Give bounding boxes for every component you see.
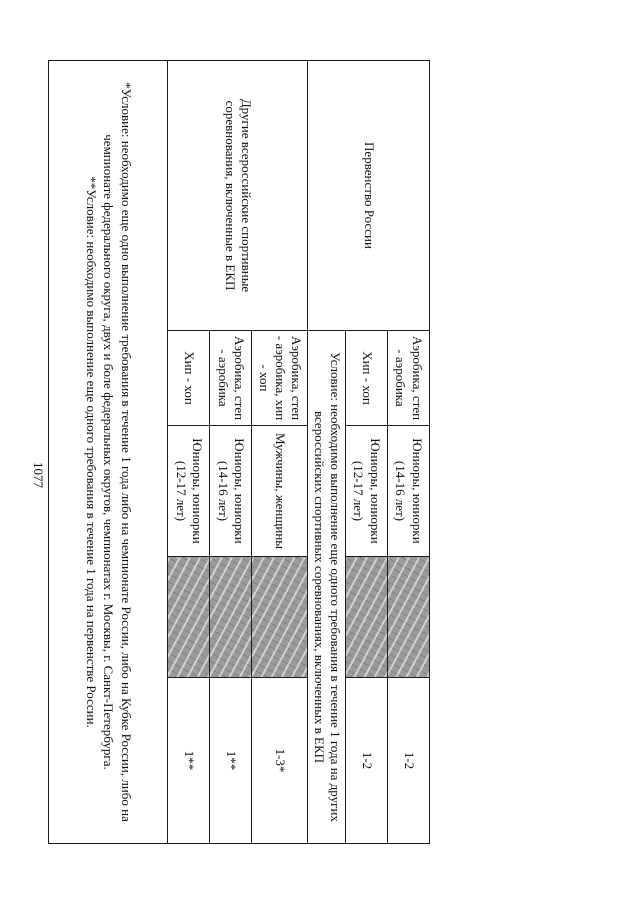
page-number: 1077	[31, 462, 46, 488]
discipline-cell: Аэробика, степ - аэробика	[210, 331, 252, 426]
footnote-star: *Условие: необходимо еще одно выполнение требования в течение 1 года либо на чемпионате России, либо на Кубке России, либо на чемпионате федерального округа, двух и боле федеральных округов, чемпионатах г. Москвы, г. Санкт-Петербурга.	[101, 82, 134, 822]
table-row	[252, 61, 308, 844]
table-row	[49, 61, 168, 844]
shaded-cell	[210, 557, 252, 678]
places-cell: 1-2	[346, 678, 388, 844]
condition-cell: Условие: необходимо выполнение еще одного требования в течение 1 года на других всероссийских спортивных соревнованиях, включенных в ЕКП	[308, 331, 346, 844]
places-cell: 1**	[210, 678, 252, 844]
age-group-cell: Мужчины, женщины	[252, 426, 308, 557]
competition-cell-other: Другие всероссийские спортивные соревнования, включенные в ЕКП	[168, 61, 308, 331]
discipline-cell: Хип - хоп	[346, 331, 388, 426]
competition-cell-russia: Первенство России	[308, 61, 430, 331]
places-cell: 1-3*	[252, 678, 308, 844]
footnotes-cell	[49, 61, 168, 844]
shaded-cell	[346, 557, 388, 678]
places-cell: 1**	[168, 678, 210, 844]
footnote-double-star: **Условие: необходимо выполнение еще одного требования в течение 1 года на первенстве России.	[83, 176, 99, 728]
shaded-cell	[388, 557, 430, 678]
age-group-cell: Юниоры, юниорки (14-16 лет)	[210, 426, 252, 557]
requirements-table	[49, 60, 431, 844]
discipline-cell: Хип - хоп	[168, 331, 210, 426]
shaded-cell	[168, 557, 210, 678]
rotated-table-sheet	[57, 60, 430, 843]
shaded-cell	[252, 557, 308, 678]
discipline-cell: Аэробика, степ - аэробика	[388, 331, 430, 426]
table-row	[388, 61, 430, 844]
discipline-cell: Аэробика, степ - аэробика, хип - хоп	[252, 331, 308, 426]
age-group-cell: Юниоры, юниорки (12-17 лет)	[168, 426, 210, 557]
age-group-cell: Юниоры, юниорки (14-16 лет)	[388, 426, 430, 557]
places-cell: 1-2	[388, 678, 430, 844]
age-group-cell: Юниоры, юниорки (12-17 лет)	[346, 426, 388, 557]
